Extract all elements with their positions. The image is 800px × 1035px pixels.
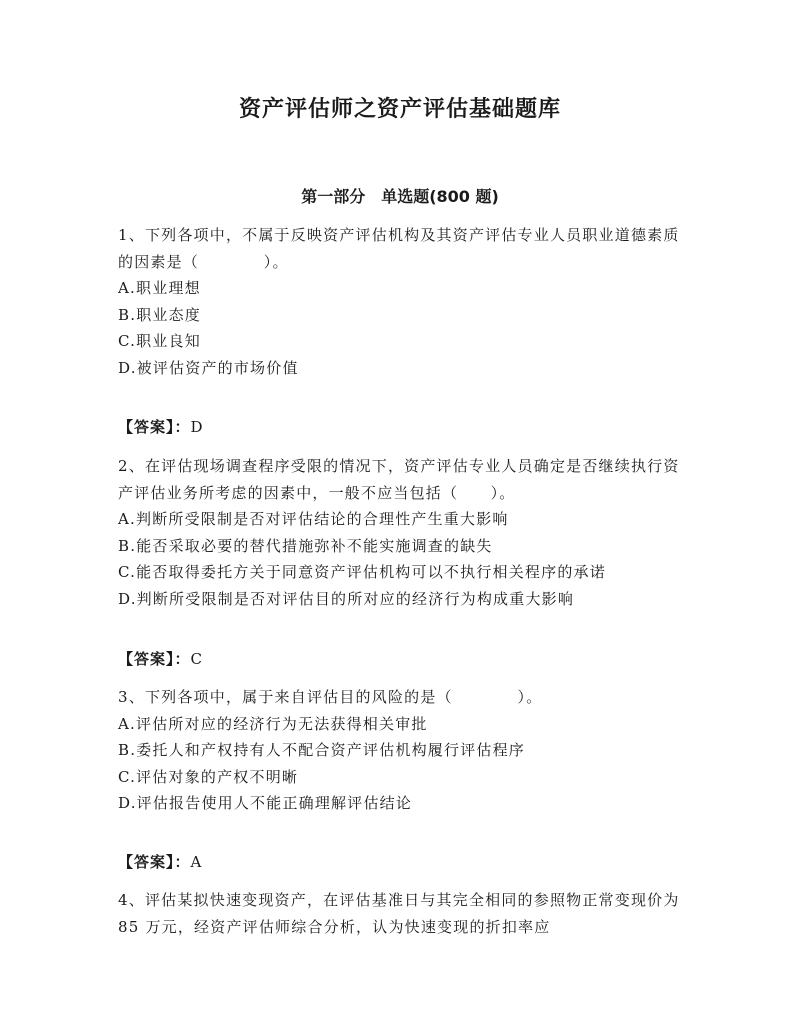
option-c: C.能否取得委托方关于同意资产评估机构可以不执行相关程序的承诺 bbox=[118, 563, 606, 581]
answer-label: 【答案】： bbox=[118, 853, 191, 871]
answer-value: D bbox=[190, 418, 204, 436]
question-stem: 1、下列各项中，不属于反映资产评估机构及其资产评估专业人员职业道德素质的因素是（ ）。 bbox=[118, 226, 680, 271]
question-stem: 2、在评估现场调查程序受限的情况下，资产评估专业人员确定是否继续执行资产评估业务所考虑的因素中，一般不应当包括（ ）。 bbox=[118, 457, 680, 502]
option-d: D.评估报告使用人不能正确理解评估结论 bbox=[118, 794, 413, 812]
section-title: 第一部分 单选题(800 题) bbox=[301, 187, 499, 206]
option-a: A.判断所受限制是否对评估结论的合理性产生重大影响 bbox=[118, 510, 509, 528]
question-3 bbox=[118, 684, 688, 817]
option-d: D.被评估资产的市场价值 bbox=[118, 358, 299, 377]
option-b: B.能否采取必要的替代措施弥补不能实施调查的缺失 bbox=[118, 536, 493, 555]
answer-2 bbox=[118, 648, 203, 669]
option-b: B.委托人和产权持有人不配合资产评估机构履行评估程序 bbox=[118, 741, 525, 759]
answer-3 bbox=[118, 851, 202, 872]
option-a: A.评估所对应的经济行为无法获得相关审批 bbox=[118, 714, 428, 733]
option-c: C.评估对象的产权不明晰 bbox=[118, 767, 299, 786]
question-2 bbox=[118, 453, 688, 612]
answer-1 bbox=[118, 416, 204, 437]
option-a: A.职业理想 bbox=[118, 279, 201, 297]
option-d: D.判断所受限制是否对评估目的所对应的经济行为构成重大影响 bbox=[118, 589, 575, 608]
question-stem: 4、评估某拟快速变现资产，在评估基准日与其完全相同的参照物正常变现价为 85 万元，经资产评估师综合分析，认为快速变现的折扣率应 bbox=[118, 891, 680, 936]
option-b: B.职业态度 bbox=[118, 305, 201, 324]
question-4 bbox=[118, 887, 688, 940]
answer-label: 【答案】： bbox=[118, 650, 191, 668]
answer-label: 【答案】： bbox=[118, 418, 191, 436]
page-title: 资产评估师之资产评估基础题库 bbox=[238, 97, 561, 122]
answer-value: A bbox=[190, 853, 203, 871]
option-c: C.职业良知 bbox=[118, 332, 201, 350]
answer-value: C bbox=[190, 650, 203, 668]
question-1 bbox=[118, 222, 688, 381]
question-stem: 3、下列各项中，属于来自评估目的风险的是（ ）。 bbox=[118, 688, 543, 706]
